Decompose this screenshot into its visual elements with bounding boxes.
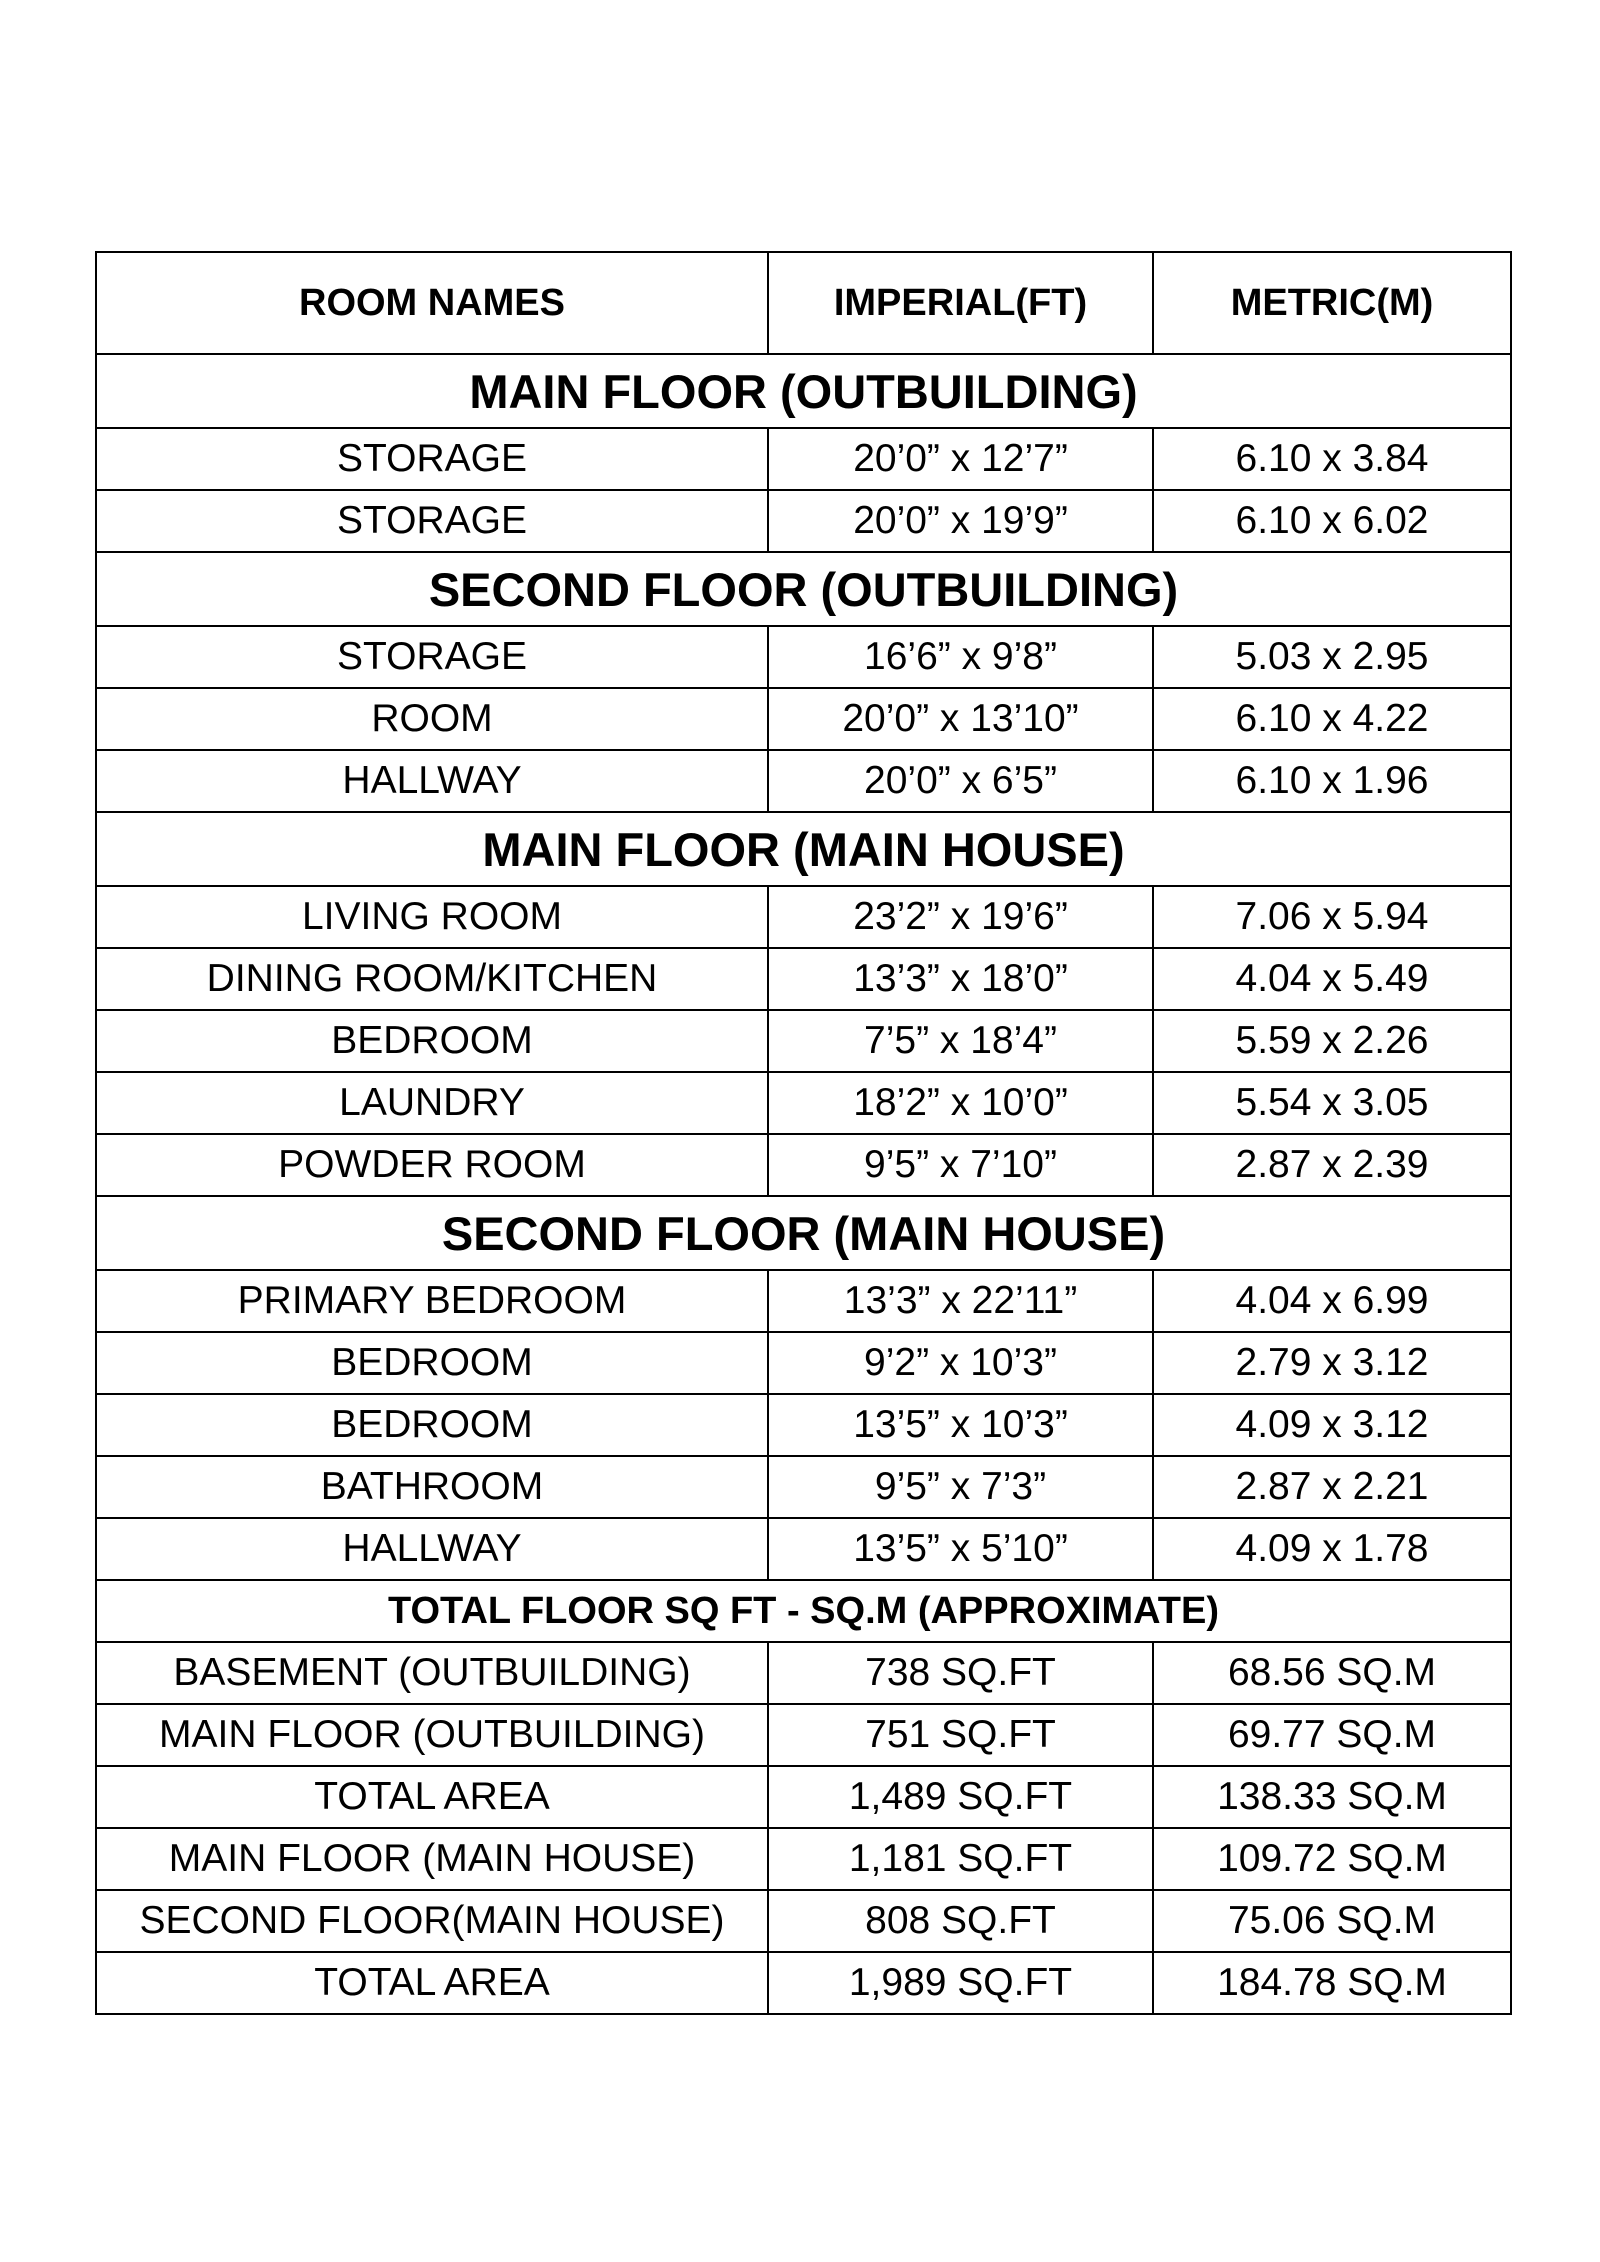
room-name-cell: HALLWAY bbox=[96, 1518, 768, 1580]
section-header-row bbox=[96, 354, 1511, 428]
metric-cell: 5.59 x 2.26 bbox=[1153, 1010, 1511, 1072]
table-row bbox=[96, 1828, 1511, 1890]
sq-m-cell: 69.77 SQ.M bbox=[1153, 1704, 1511, 1766]
area-name-cell: TOTAL AREA bbox=[96, 1952, 768, 2014]
room-name-cell: BEDROOM bbox=[96, 1394, 768, 1456]
table-row bbox=[96, 1270, 1511, 1332]
table-header-row bbox=[96, 252, 1511, 354]
table-row bbox=[96, 1890, 1511, 1952]
table-row bbox=[96, 750, 1511, 812]
sq-ft-cell: 1,181 SQ.FT bbox=[768, 1828, 1153, 1890]
metric-cell: 4.04 x 6.99 bbox=[1153, 1270, 1511, 1332]
header-room-names: ROOM NAMES bbox=[96, 252, 768, 354]
section-title: SECOND FLOOR (MAIN HOUSE) bbox=[96, 1196, 1511, 1270]
room-name-cell: POWDER ROOM bbox=[96, 1134, 768, 1196]
sq-m-cell: 109.72 SQ.M bbox=[1153, 1828, 1511, 1890]
sq-m-cell: 68.56 SQ.M bbox=[1153, 1642, 1511, 1704]
room-name-cell: PRIMARY BEDROOM bbox=[96, 1270, 768, 1332]
metric-cell: 4.09 x 3.12 bbox=[1153, 1394, 1511, 1456]
room-name-cell: DINING ROOM/KITCHEN bbox=[96, 948, 768, 1010]
header-imperial: IMPERIAL(FT) bbox=[768, 252, 1153, 354]
table-row bbox=[96, 428, 1511, 490]
imperial-cell: 20’0” x 19’9” bbox=[768, 490, 1153, 552]
imperial-cell: 9’2” x 10’3” bbox=[768, 1332, 1153, 1394]
table-row bbox=[96, 1704, 1511, 1766]
imperial-cell: 13’5” x 10’3” bbox=[768, 1394, 1153, 1456]
room-name-cell: LAUNDRY bbox=[96, 1072, 768, 1134]
table-row bbox=[96, 626, 1511, 688]
room-name-cell: ROOM bbox=[96, 688, 768, 750]
metric-cell: 7.06 x 5.94 bbox=[1153, 886, 1511, 948]
header-metric: METRIC(M) bbox=[1153, 252, 1511, 354]
metric-cell: 5.54 x 3.05 bbox=[1153, 1072, 1511, 1134]
sq-m-cell: 184.78 SQ.M bbox=[1153, 1952, 1511, 2014]
section-header-row bbox=[96, 1196, 1511, 1270]
room-name-cell: HALLWAY bbox=[96, 750, 768, 812]
room-name-cell: STORAGE bbox=[96, 490, 768, 552]
metric-cell: 6.10 x 6.02 bbox=[1153, 490, 1511, 552]
room-name-cell: BEDROOM bbox=[96, 1010, 768, 1072]
room-name-cell: STORAGE bbox=[96, 626, 768, 688]
sq-ft-cell: 738 SQ.FT bbox=[768, 1642, 1153, 1704]
imperial-cell: 20’0” x 12’7” bbox=[768, 428, 1153, 490]
imperial-cell: 23’2” x 19’6” bbox=[768, 886, 1153, 948]
imperial-cell: 18’2” x 10’0” bbox=[768, 1072, 1153, 1134]
totals-header-row bbox=[96, 1580, 1511, 1642]
imperial-cell: 13’3” x 22’11” bbox=[768, 1270, 1153, 1332]
room-name-cell: STORAGE bbox=[96, 428, 768, 490]
table-row bbox=[96, 1456, 1511, 1518]
metric-cell: 6.10 x 1.96 bbox=[1153, 750, 1511, 812]
metric-cell: 2.87 x 2.39 bbox=[1153, 1134, 1511, 1196]
table-row bbox=[96, 688, 1511, 750]
table-row bbox=[96, 886, 1511, 948]
table-row bbox=[96, 1952, 1511, 2014]
sq-ft-cell: 1,489 SQ.FT bbox=[768, 1766, 1153, 1828]
sq-m-cell: 138.33 SQ.M bbox=[1153, 1766, 1511, 1828]
imperial-cell: 7’5” x 18’4” bbox=[768, 1010, 1153, 1072]
area-name-cell: MAIN FLOOR (OUTBUILDING) bbox=[96, 1704, 768, 1766]
table-row bbox=[96, 1332, 1511, 1394]
imperial-cell: 9’5” x 7’3” bbox=[768, 1456, 1153, 1518]
metric-cell: 4.04 x 5.49 bbox=[1153, 948, 1511, 1010]
imperial-cell: 13’3” x 18’0” bbox=[768, 948, 1153, 1010]
table-row bbox=[96, 1072, 1511, 1134]
metric-cell: 4.09 x 1.78 bbox=[1153, 1518, 1511, 1580]
area-name-cell: MAIN FLOOR (MAIN HOUSE) bbox=[96, 1828, 768, 1890]
section-header-row bbox=[96, 812, 1511, 886]
table-row bbox=[96, 1518, 1511, 1580]
section-title: MAIN FLOOR (OUTBUILDING) bbox=[96, 354, 1511, 428]
section-header-row bbox=[96, 552, 1511, 626]
sq-ft-cell: 751 SQ.FT bbox=[768, 1704, 1153, 1766]
totals-title: TOTAL FLOOR SQ FT - SQ.M (APPROXIMATE) bbox=[96, 1580, 1511, 1642]
table-row bbox=[96, 1010, 1511, 1072]
table-row bbox=[96, 948, 1511, 1010]
metric-cell: 6.10 x 4.22 bbox=[1153, 688, 1511, 750]
section-title: SECOND FLOOR (OUTBUILDING) bbox=[96, 552, 1511, 626]
sq-ft-cell: 1,989 SQ.FT bbox=[768, 1952, 1153, 2014]
table-row bbox=[96, 490, 1511, 552]
area-name-cell: TOTAL AREA bbox=[96, 1766, 768, 1828]
sq-m-cell: 75.06 SQ.M bbox=[1153, 1890, 1511, 1952]
metric-cell: 2.79 x 3.12 bbox=[1153, 1332, 1511, 1394]
metric-cell: 2.87 x 2.21 bbox=[1153, 1456, 1511, 1518]
table-row bbox=[96, 1642, 1511, 1704]
table-row bbox=[96, 1766, 1511, 1828]
area-name-cell: SECOND FLOOR(MAIN HOUSE) bbox=[96, 1890, 768, 1952]
table-row bbox=[96, 1394, 1511, 1456]
room-dimensions-table bbox=[95, 251, 1512, 2015]
room-name-cell: BATHROOM bbox=[96, 1456, 768, 1518]
imperial-cell: 9’5” x 7’10” bbox=[768, 1134, 1153, 1196]
imperial-cell: 13’5” x 5’10” bbox=[768, 1518, 1153, 1580]
imperial-cell: 16’6” x 9’8” bbox=[768, 626, 1153, 688]
sq-ft-cell: 808 SQ.FT bbox=[768, 1890, 1153, 1952]
imperial-cell: 20’0” x 13’10” bbox=[768, 688, 1153, 750]
room-name-cell: BEDROOM bbox=[96, 1332, 768, 1394]
room-name-cell: LIVING ROOM bbox=[96, 886, 768, 948]
area-name-cell: BASEMENT (OUTBUILDING) bbox=[96, 1642, 768, 1704]
section-title: MAIN FLOOR (MAIN HOUSE) bbox=[96, 812, 1511, 886]
table-row bbox=[96, 1134, 1511, 1196]
imperial-cell: 20’0” x 6’5” bbox=[768, 750, 1153, 812]
metric-cell: 5.03 x 2.95 bbox=[1153, 626, 1511, 688]
metric-cell: 6.10 x 3.84 bbox=[1153, 428, 1511, 490]
